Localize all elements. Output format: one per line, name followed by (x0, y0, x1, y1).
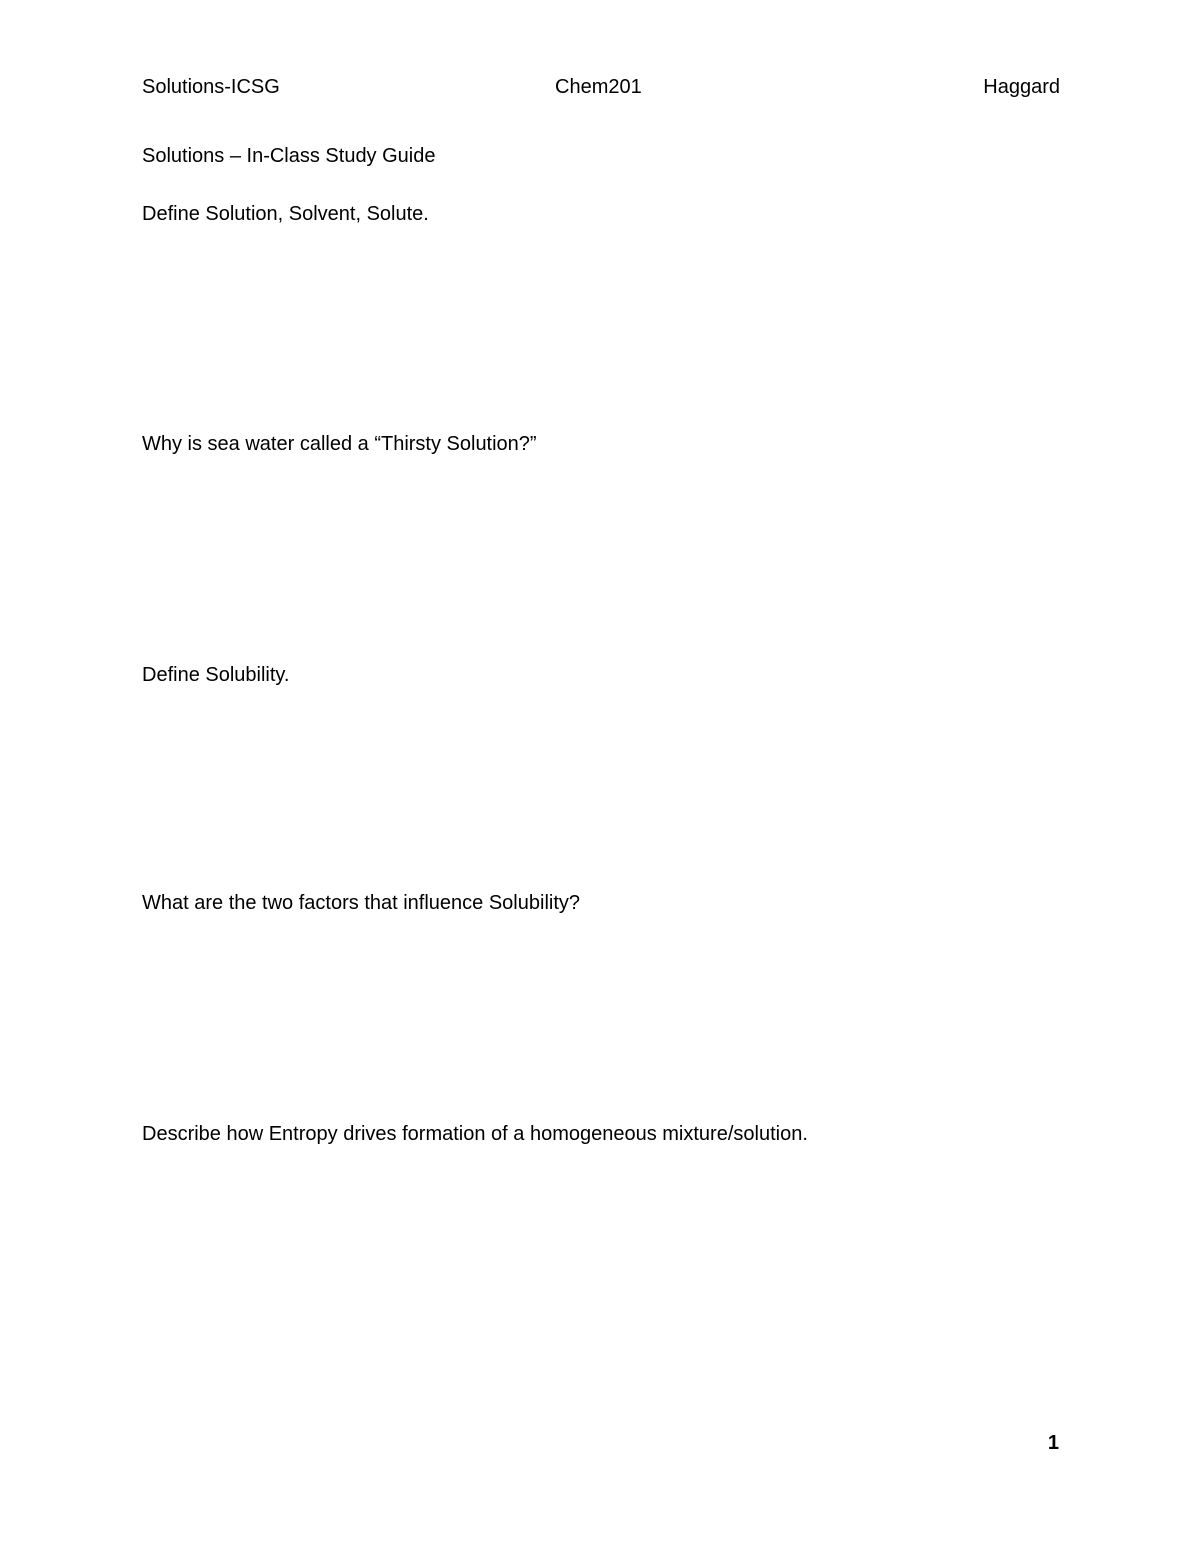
question-3: Define Solubility. (142, 664, 290, 686)
header-center-text: Chem201 (555, 76, 642, 98)
document-title: Solutions – In-Class Study Guide (142, 145, 436, 167)
question-1: Define Solution, Solvent, Solute. (142, 203, 429, 225)
question-5: Describe how Entropy drives formation of a homogeneous mixture/solution. (142, 1123, 808, 1145)
page-header (142, 74, 1060, 100)
question-2: Why is sea water called a “Thirsty Solution?” (142, 433, 537, 455)
page-number: 1 (1047, 1432, 1059, 1454)
header-left-text: Solutions-ICSG (142, 76, 280, 98)
question-4: What are the two factors that influence Solubility? (142, 892, 581, 914)
header-right-text: Haggard (983, 76, 1060, 98)
